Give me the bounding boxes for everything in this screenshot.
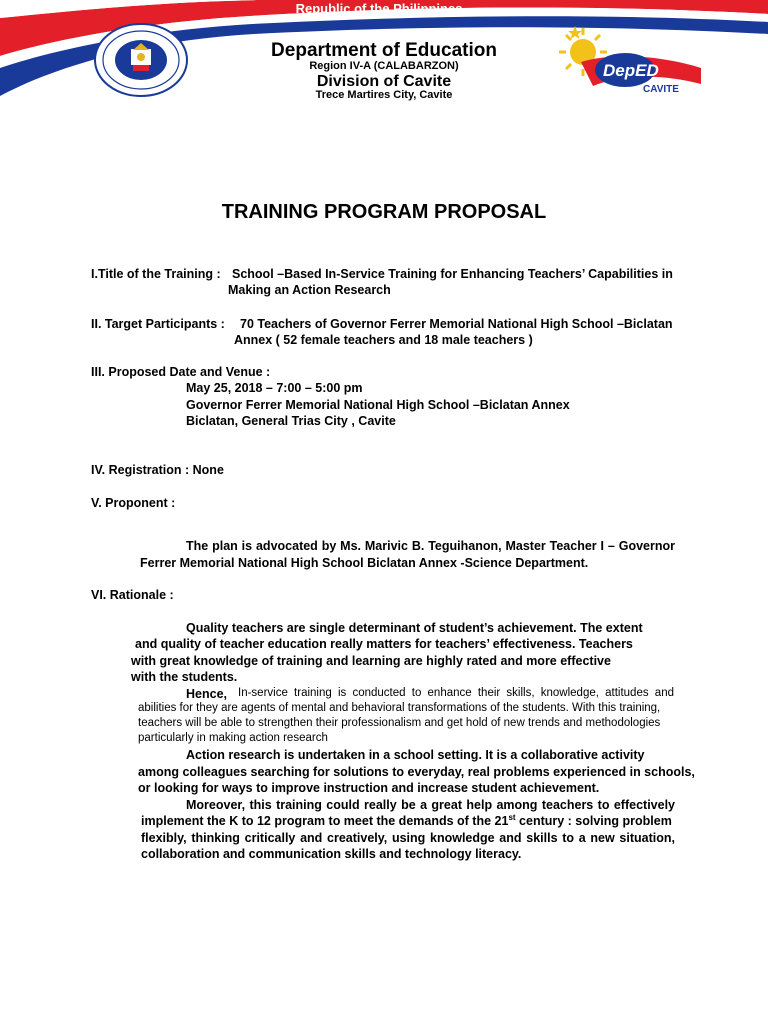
section-1-label: I.Title of the Training :: [91, 267, 221, 281]
section-1-line-1: School –Based In-Service Training for Enhancing Teachers’ Capabilities in: [232, 267, 673, 281]
section-2-line-2: Annex ( 52 female teachers and 18 male teachers ): [234, 333, 533, 347]
rationale-p4-line-2: [141, 813, 675, 829]
rationale-p1-line-4: with the students.: [131, 670, 238, 684]
section-5-line-2: Ferrer Memorial National High School Biclatan Annex -Science Department.: [140, 556, 589, 570]
rationale-p3-line-3: or looking for ways to improve instruction and increase student achievement.: [138, 781, 600, 795]
section-3-label: III. Proposed Date and Venue :: [91, 365, 271, 379]
rationale-p3-line-1: Action research is undertaken in a school setting. It is a collaborative activity: [186, 748, 645, 762]
section-2-line-1: 70 Teachers of Governor Ferrer Memorial National High School –Biclatan: [240, 317, 673, 331]
republic-heading: Republic of the Philippines: [295, 1, 463, 16]
section-5-line-1: The plan is advocated by Ms. Marivic B. Teguihanon, Master Teacher I – Governor: [186, 539, 675, 553]
rationale-p3-line-2: among colleagues searching for solutions to everyday, real problems experienced in schools,: [138, 765, 695, 779]
rationale-p1-line-2: and quality of teacher education really matters for teachers’ effectiveness. Teachers: [135, 637, 633, 651]
division-heading: Division of Cavite: [316, 73, 452, 90]
svg-text:DepED: DepED: [603, 61, 659, 80]
rationale-p2-lead: Hence,: [186, 687, 227, 701]
rationale-p1-line-1: Quality teachers are single determinant of student’s achievement. The extent: [186, 621, 643, 635]
section-5-label: V. Proponent :: [91, 496, 176, 510]
section-2-label: II. Target Participants :: [91, 317, 225, 331]
rationale-p2-line-1: In-service training is conducted to enhance their skills, knowledge, attitudes and: [238, 687, 674, 699]
rationale-p4-line-3: flexibly, thinking critically and creatively, using knowledge and skills to a new situation,: [141, 831, 675, 845]
city-heading: Trece Martires City, Cavite: [315, 89, 453, 101]
rationale-p1-line-3: with great knowledge of training and learning are highly rated and more effective: [131, 654, 611, 668]
section-3-venue-1: Governor Ferrer Memorial National High School –Biclatan Annex: [186, 398, 570, 412]
department-heading: Department of Education: [271, 40, 497, 61]
rationale-p4-line-2-text: implement the K to 12 program to meet the demands of the 21st century : solving problem: [141, 812, 672, 828]
section-3-date: May 25, 2018 – 7:00 – 5:00 pm: [186, 381, 363, 395]
rationale-p2-line-4: particularly in making action research: [138, 732, 328, 744]
document-title: TRAINING PROGRAM PROPOSAL: [221, 201, 547, 223]
rationale-p2-line-2: abilities for they are agents of mental and behavioral transformations of the students. With this training,: [138, 702, 661, 714]
superscript-st: st: [508, 812, 516, 822]
section-6-label: VI. Rationale :: [91, 588, 174, 602]
rationale-p4-line-1: Moreover, this training could really be a great help among teachers to effectively: [186, 798, 675, 812]
section-4-registration: IV. Registration : None: [91, 463, 224, 477]
svg-text:CAVITE: CAVITE: [643, 84, 679, 95]
rationale-p2-line-3: teachers will be able to strengthen their professionalism and get hold of new trends and methodologies: [138, 717, 661, 729]
region-heading: Region IV-A (CALABARZON): [309, 60, 459, 72]
section-3-venue-2: Biclatan, General Trias City , Cavite: [186, 414, 396, 428]
rationale-p4-line-4: collaboration and communication skills and technology literacy.: [141, 847, 522, 861]
section-1-line-2: Making an Action Research: [228, 283, 391, 297]
